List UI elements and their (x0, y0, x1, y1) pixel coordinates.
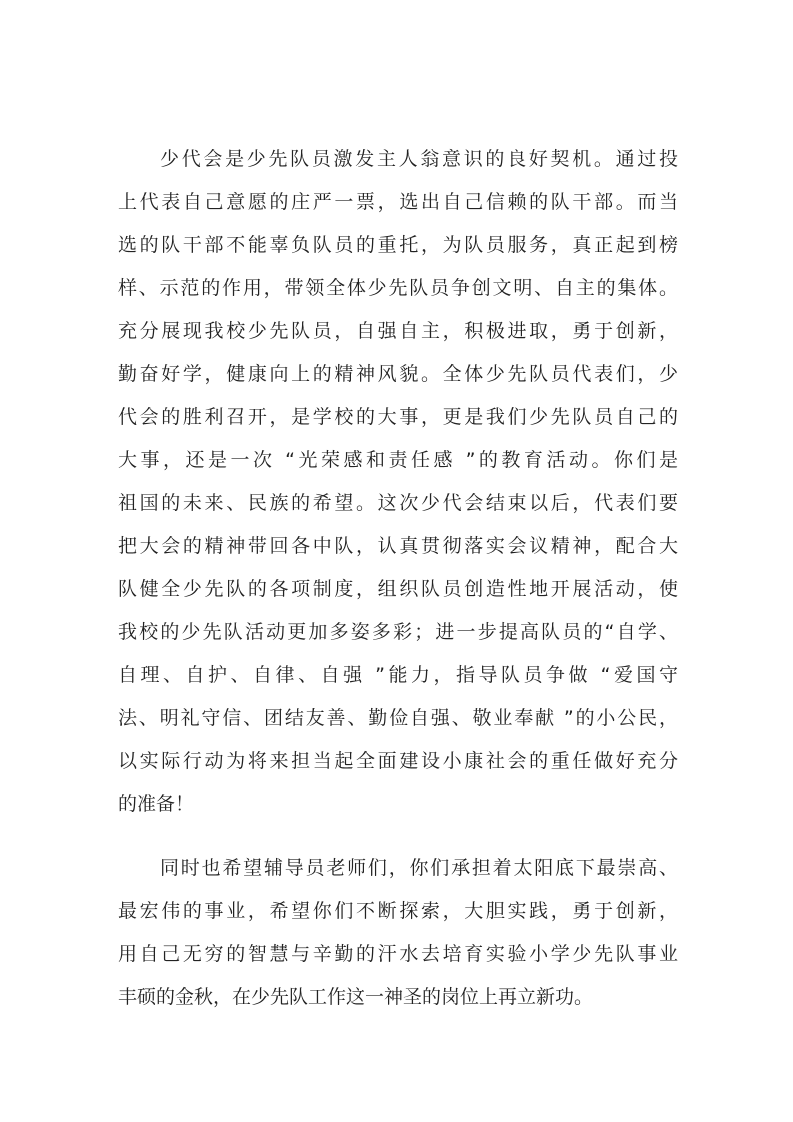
paragraph-1-line-14: 法、明礼守信、团结友善、勤俭自强、敬业奉献 ”的小公民， (118, 707, 678, 729)
paragraph-1-line-4: 样、示范的作用，带领全体少先队员争创文明、自主的集体。 (118, 277, 678, 299)
paragraph-1-line-1: 少代会是少先队员激发主人翁意识的良好契机。通过投 (160, 148, 678, 170)
paragraph-2-line-4: 丰硕的金秋，在少先队工作这一神圣的岗位上再立新功。 (118, 986, 594, 1008)
paragraph-1-line-5: 充分展现我校少先队员，自强自主，积极进取，勇于创新， (118, 320, 678, 342)
paragraph-1-line-10: 把大会的精神带回各中队，认真贯彻落实会议精神，配合大 (118, 535, 678, 557)
paragraph-1-line-13: 自理、自护、自律、自强 ”能力，指导队员争做 “爱国守 (118, 664, 678, 686)
paragraph-1-line-9: 祖国的未来、民族的希望。这次少代会结束以后，代表们要 (118, 492, 678, 514)
paragraph-2-line-1: 同时也希望辅导员老师们，你们承担着太阳底下最崇高、 (160, 857, 678, 879)
paragraph-1-line-3: 选的队干部不能辜负队员的重托，为队员服务，真正起到榜 (118, 234, 678, 256)
paragraph-1-line-8: 大事，还是一次 “光荣感和责任感 ”的教育活动。你们是 (118, 449, 678, 471)
paragraph-1-line-12: 我校的少先队活动更加多姿多彩；进一步提高队员的“自学、 (118, 621, 678, 643)
paragraph-1-line-7: 代会的胜利召开，是学校的大事，更是我们少先队员自己的 (118, 406, 678, 428)
paragraph-1-line-16: 的准备！ (118, 793, 195, 815)
paragraph-1-line-15: 以实际行动为将来担当起全面建设小康社会的重任做好充分 (118, 750, 678, 772)
paragraph-2-line-3: 用自己无穷的智慧与辛勤的汗水去培育实验小学少先队事业 (118, 943, 678, 965)
paragraph-2-line-2: 最宏伟的事业，希望你们不断探索，大胆实践，勇于创新， (118, 900, 678, 922)
paragraph-1-line-11: 队健全少先队的各项制度，组织队员创造性地开展活动，使 (118, 578, 678, 600)
paragraph-1-line-2: 上代表自己意愿的庄严一票，选出自己信赖的队干部。而当 (118, 191, 678, 213)
paragraph-1-line-6: 勤奋好学，健康向上的精神风貌。全体少先队员代表们，少 (118, 363, 678, 385)
